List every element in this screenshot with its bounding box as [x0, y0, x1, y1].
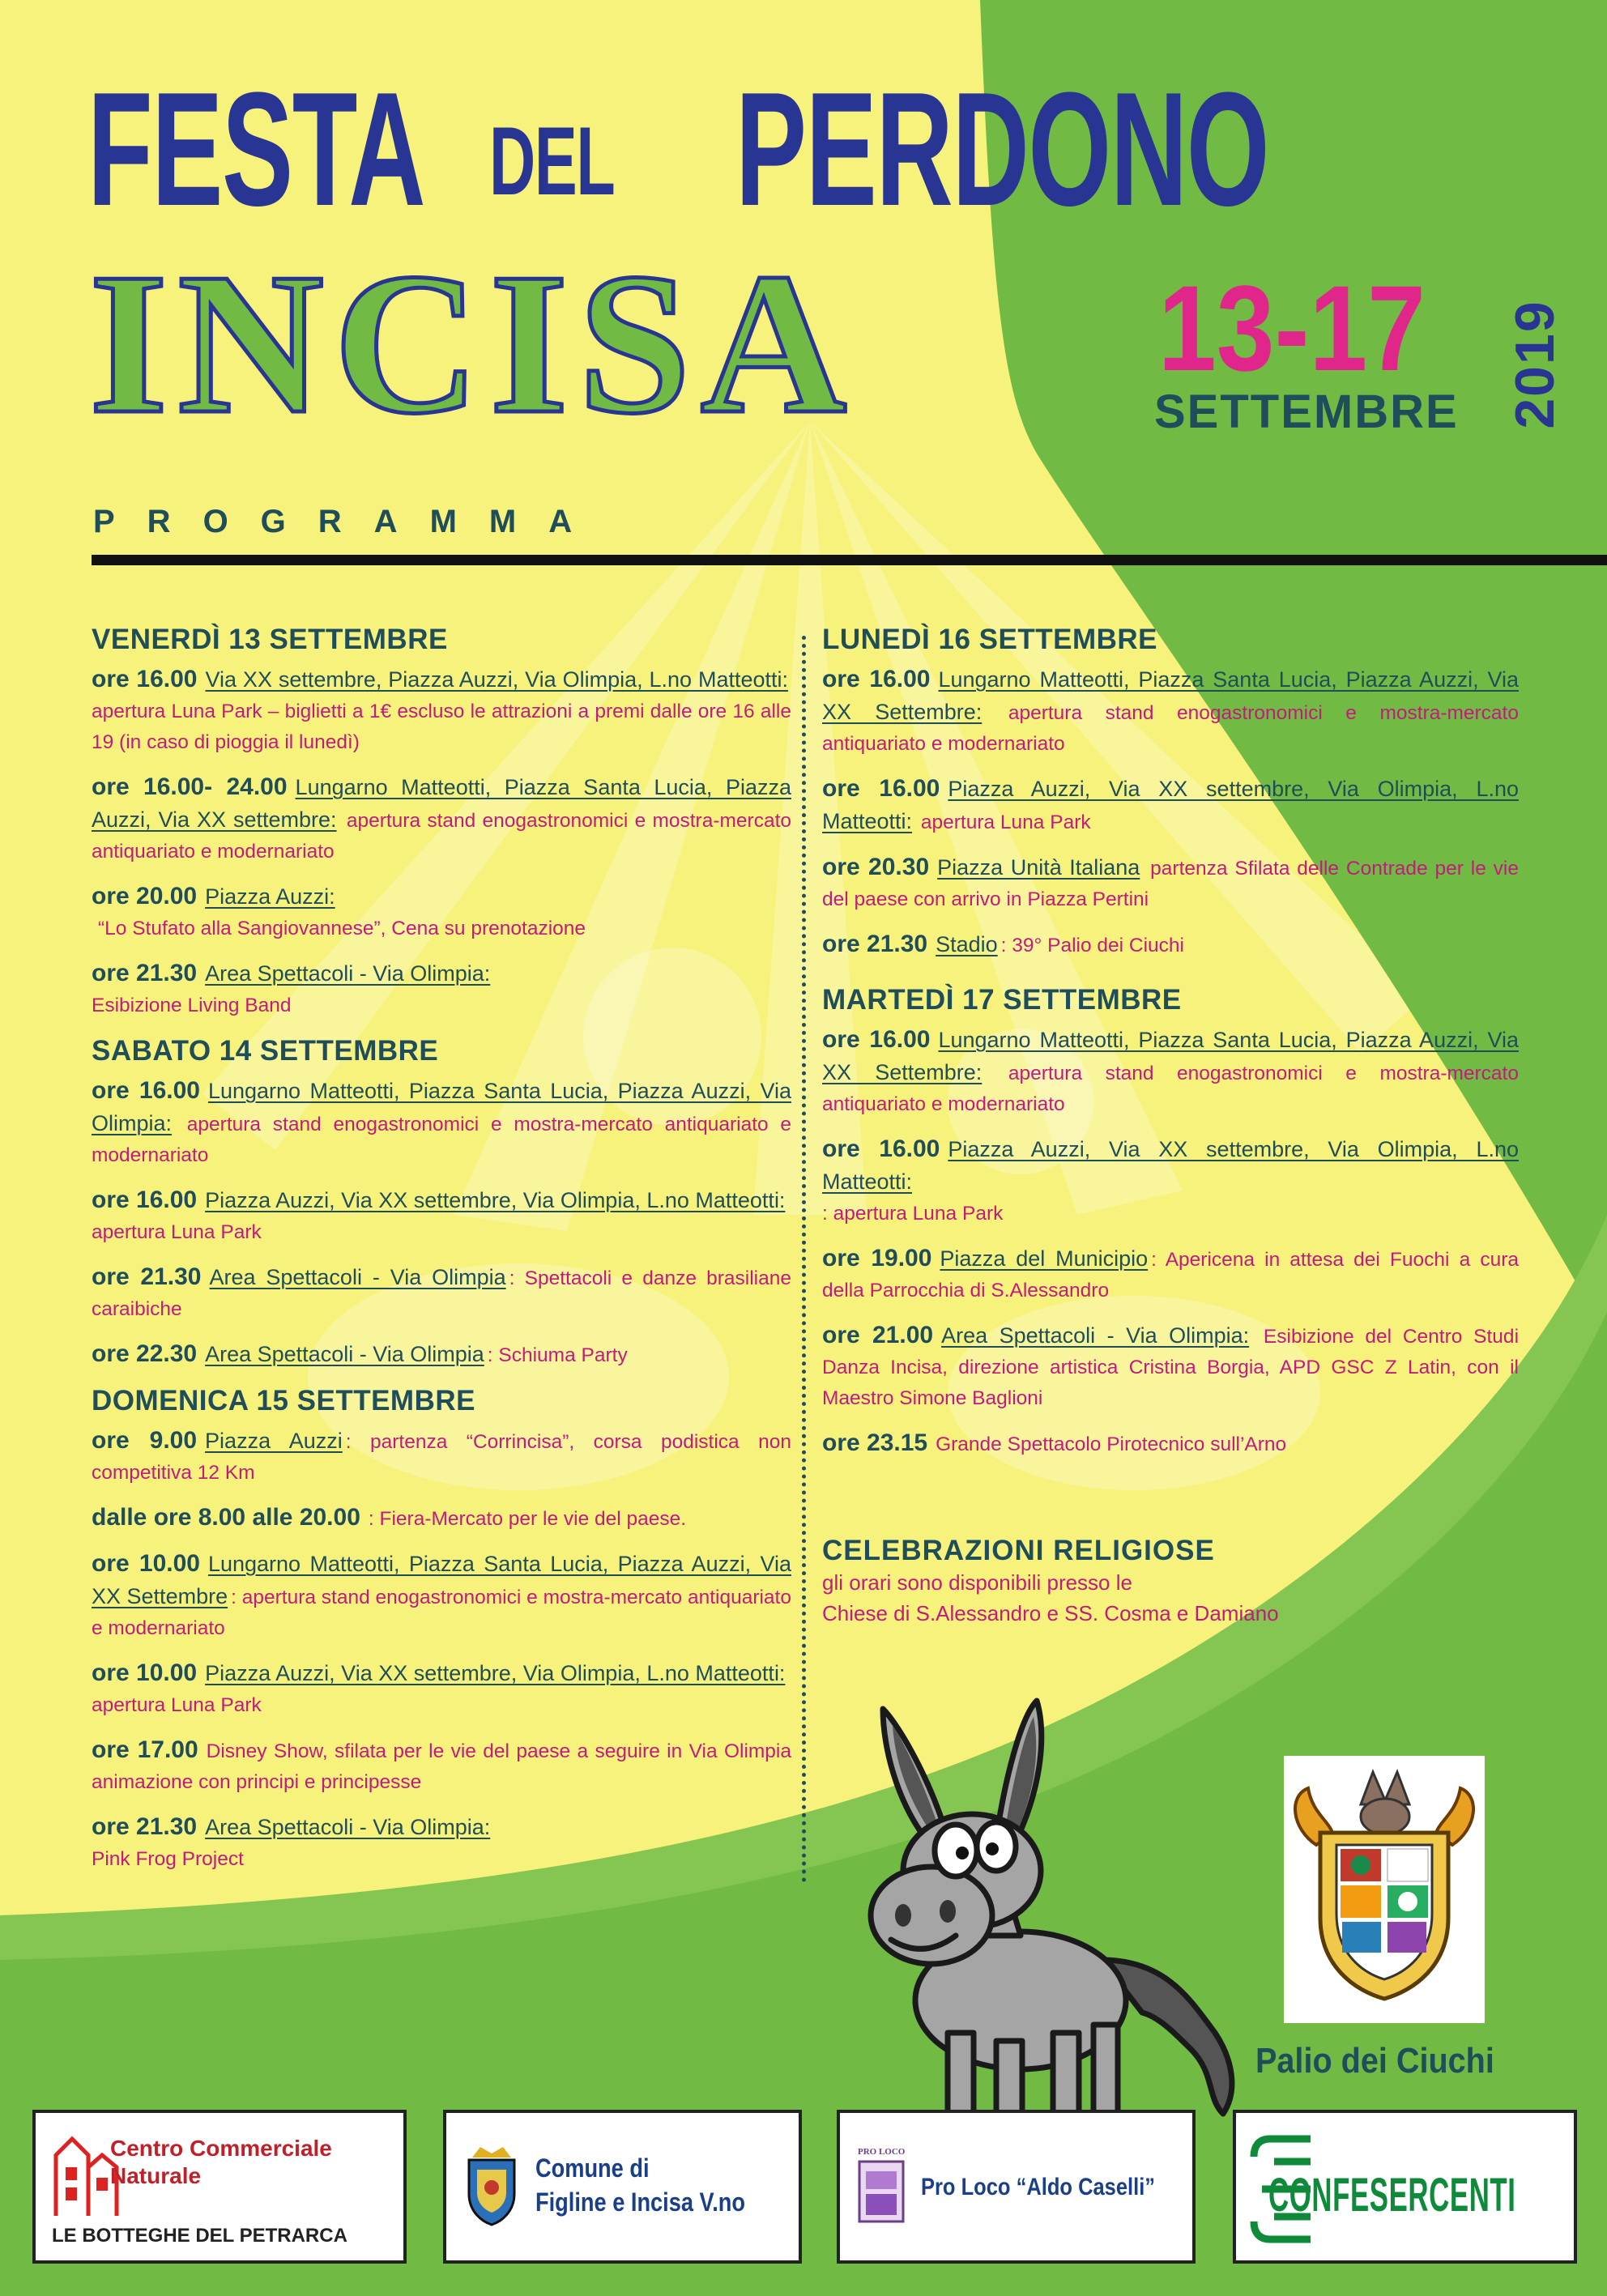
- event-place: Area Spettacoli - Via Olimpia:: [941, 1323, 1250, 1348]
- title-town: INCISA: [89, 232, 857, 456]
- day-block-martedi: [822, 984, 1519, 1460]
- event-desc: partenza Sfilata delle Contrade per le vie del paese con arrivo in Piazza Pertini: [822, 858, 1519, 910]
- coat-of-arms-icon: [464, 2145, 519, 2226]
- event-desc: Disney Show, sfilata per le vie del paese a seguire in Via Olimpia animazione con principi e principesse: [92, 1740, 791, 1793]
- event-desc: apertura Luna Park: [920, 811, 1091, 833]
- event-place: Lungarno Matteotti, Piazza Santa Lucia, Piazza Auzzi, Via XX Settembre:: [822, 1028, 1519, 1084]
- event-desc: apertura stand enogastronomici e mostra-mercato antiquariato e modernariato: [822, 1063, 1519, 1115]
- event-desc: : Schiuma Party: [487, 1344, 628, 1366]
- event-place: Lungarno Matteotti, Piazza Santa Lucia, Piazza Auzzi, Via XX Settembre: [92, 1552, 791, 1608]
- event-item: [92, 1502, 791, 1535]
- proloco-emblem-text: PRO LOCO: [858, 2147, 906, 2157]
- event-place: Piazza Auzzi: [205, 1429, 343, 1453]
- event-item: [92, 1548, 791, 1644]
- title-perdono: PERDONO: [735, 59, 1269, 240]
- sponsor-ccn: [32, 2110, 407, 2264]
- religious-block: [822, 1535, 1519, 1629]
- event-desc: apertura stand enogastronomici e mostra-mercato antiquariato e modernariato: [92, 810, 792, 863]
- event-item: [822, 852, 1519, 915]
- event-desc: apertura Luna Park: [92, 1221, 262, 1243]
- religious-line-2: Chiese di S.Alessandro e SS. Cosma e Damiano: [822, 1601, 1279, 1625]
- event-item: [822, 1134, 1519, 1229]
- event-item: [822, 1428, 1519, 1460]
- sponsor-comune: [443, 2110, 802, 2264]
- sponsor-proloco: [837, 2110, 1196, 2264]
- event-time: ore 21.30: [92, 960, 198, 986]
- day-heading: DOMENICA 15 SETTEMBRE: [92, 1385, 475, 1416]
- sponsor-ccn-line1: Centro Commerciale: [110, 2136, 332, 2161]
- day-block-lunedi: [822, 624, 1519, 961]
- program-right-column: [822, 624, 1519, 1629]
- event-time: dalle ore 8.00 alle 20.00: [92, 1504, 360, 1531]
- event-item: [92, 1339, 791, 1371]
- event-item: [92, 664, 791, 758]
- event-item: [92, 1658, 791, 1721]
- programma-heading: PROGRAMMA: [93, 504, 605, 539]
- event-item: [822, 1320, 1519, 1414]
- day-heading: VENERDÌ 13 SETTEMBRE: [92, 624, 448, 655]
- event-item: [92, 1425, 791, 1489]
- event-time: ore 16.00: [92, 666, 198, 692]
- sponsor-proloco-label: Pro Loco “Aldo Caselli”: [921, 2174, 1156, 2200]
- sponsor-confesercenti-name: CONFESERCENTI: [1268, 2169, 1516, 2221]
- event-time: ore 16.00: [822, 1026, 931, 1053]
- event-item: [92, 1076, 791, 1171]
- event-item: [92, 958, 791, 1021]
- event-place: Lungarno Matteotti, Piazza Santa Lucia, Piazza Auzzi, Via XX Settembre:: [822, 667, 1519, 724]
- event-time: ore 20.30: [822, 854, 930, 880]
- sponsor-ccn-line3: LE BOTTEGHE DEL PETRARCA: [52, 2225, 347, 2247]
- event-desc: : Apericena in attesa dei Fuochi a cura della Parrocchia di S.Alessandro: [822, 1249, 1520, 1301]
- event-desc: : partenza “Corrincisa”, corsa podistica non competitiva 12 Km: [92, 1431, 791, 1484]
- event-time: ore 21.30: [92, 1813, 198, 1840]
- event-time: ore 21.30: [92, 1263, 202, 1290]
- religious-line-1: gli orari sono disponibili presso le: [822, 1570, 1132, 1595]
- event-place: Piazza Auzzi:: [205, 884, 335, 909]
- donkey-illustration-icon: [834, 1693, 1247, 2179]
- event-time: ore 16.00: [92, 1077, 200, 1104]
- day-heading: SABATO 14 SETTEMBRE: [92, 1035, 439, 1067]
- sponsor-confesercenti: [1233, 2110, 1577, 2264]
- event-month: SETTEMBRE: [1154, 386, 1459, 438]
- event-time: ore 9.00: [92, 1427, 198, 1454]
- event-place: Piazza Auzzi, Via XX settembre, Via Olimpia, L.no Matteotti:: [822, 1137, 1520, 1194]
- event-desc: “Lo Stufato alla Sangiovannese”, Cena su prenotazione: [98, 918, 586, 939]
- event-time: ore 20.00: [92, 883, 198, 909]
- event-time: ore 19.00: [822, 1245, 932, 1272]
- event-desc: : apertura stand enogastronomici e mostra-mercato antiquariato e modernariato: [92, 1587, 791, 1639]
- event-desc: apertura Luna Park – biglietti a 1€ escluso le attrazioni a premi dalle ore 16 alle 19 (in caso di pioggia il lunedì): [92, 701, 791, 753]
- event-time: ore 16.00: [822, 775, 940, 802]
- event-place: Piazza Auzzi, Via XX settembre, Via Olimpia, L.no Matteotti:: [205, 1188, 786, 1212]
- sponsor-ccn-line2: Naturale: [110, 2163, 202, 2188]
- event-time: ore 10.00: [92, 1659, 198, 1686]
- event-dates: 13-17: [1158, 260, 1426, 396]
- event-desc: : 39° Palio dei Ciuchi: [1000, 935, 1184, 956]
- event-desc: : Fiera-Mercato per le vie del paese.: [368, 1508, 687, 1530]
- event-time: ore 21.00: [822, 1322, 934, 1348]
- event-item: [92, 772, 791, 867]
- title-del: DEL: [489, 107, 615, 215]
- event-desc: Pink Frog Project: [92, 1848, 244, 1870]
- event-place: Piazza Auzzi, Via XX settembre, Via Olimpia, L.no Matteotti:: [822, 777, 1520, 833]
- event-place: Lungarno Matteotti, Piazza Santa Lucia, Piazza Auzzi, Via XX settembre:: [92, 775, 792, 832]
- event-place: Area Spettacoli - Via Olimpia: [209, 1265, 506, 1289]
- event-item: [92, 1735, 791, 1798]
- event-desc: apertura Luna Park: [92, 1694, 262, 1716]
- event-time: ore 17.00: [92, 1736, 198, 1763]
- event-place: Via XX settembre, Piazza Auzzi, Via Olimpia, L.no Matteotti:: [205, 667, 789, 692]
- event-time: ore 16.00: [92, 1186, 198, 1213]
- column-divider: [802, 636, 806, 1883]
- day-heading: MARTEDÌ 17 SETTEMBRE: [822, 984, 1182, 1016]
- event-place: Stadio: [936, 932, 998, 956]
- event-item: [92, 1185, 791, 1248]
- event-desc: Esibizione del Centro Studi Danza Incisa, direzione artistica Cristina Borgia, APD GSC Z Latin, con il Maestro Simone Baglioni: [822, 1326, 1520, 1409]
- title-festa: FESTA: [87, 59, 425, 240]
- event-time: ore 21.30: [822, 931, 928, 957]
- event-place: Area Spettacoli - Via Olimpia:: [205, 961, 491, 986]
- program-left-column: [92, 624, 791, 1889]
- event-time: ore 16.00- 24.00: [92, 773, 288, 800]
- event-desc: apertura stand enogastronomici e mostra-mercato antiquariato e modernariato: [822, 702, 1519, 755]
- day-block-venerdi: [92, 624, 791, 1021]
- day-heading: LUNEDÌ 16 SETTEMBRE: [822, 624, 1157, 655]
- pro-loco-logo-icon: [858, 2160, 905, 2223]
- event-place: Piazza Auzzi, Via XX settembre, Via Olimpia, L.no Matteotti:: [205, 1661, 786, 1685]
- event-place: Lungarno Matteotti, Piazza Santa Lucia, Piazza Auzzi, Via Olimpia:: [92, 1079, 791, 1135]
- event-desc: : apertura Luna Park: [822, 1203, 1004, 1225]
- event-item: [822, 929, 1519, 961]
- day-block-sabato: [92, 1035, 791, 1371]
- day-block-domenica: [92, 1385, 791, 1875]
- event-time: ore 22.30: [92, 1340, 198, 1367]
- event-item: [822, 773, 1519, 838]
- event-place: Area Spettacoli - Via Olimpia:: [205, 1815, 491, 1839]
- event-item: [822, 1243, 1519, 1306]
- palio-label: Palio dei Ciuchi: [1255, 2041, 1494, 2081]
- event-year: [1503, 279, 1567, 449]
- event-time: ore 16.00: [822, 1135, 940, 1162]
- palio-crest-icon: [1284, 1756, 1485, 2023]
- event-time: ore 16.00: [822, 666, 931, 692]
- event-desc: Grande Spettacolo Pirotecnico sull’Arno: [936, 1433, 1287, 1455]
- event-desc: Esibizione Living Band: [92, 995, 292, 1016]
- heading-rule: [92, 555, 1607, 565]
- event-desc: apertura stand enogastronomici e mostra-mercato antiquariato e modernariato: [92, 1114, 792, 1166]
- event-place: Piazza Unità Italiana: [937, 855, 1140, 880]
- event-time: ore 23.15: [822, 1429, 928, 1456]
- event-place: Area Spettacoli - Via Olimpia: [205, 1342, 484, 1366]
- sponsor-comune-line2: Figline e Incisa V.no: [535, 2187, 745, 2217]
- event-time: ore 10.00: [92, 1550, 200, 1577]
- event-item: [822, 664, 1519, 760]
- event-item: [92, 881, 791, 944]
- religious-title: CELEBRAZIONI RELIGIOSE: [822, 1535, 1215, 1566]
- event-item: [822, 1024, 1519, 1120]
- event-item: [92, 1262, 791, 1325]
- event-place: Piazza del Municipio: [940, 1246, 1149, 1271]
- event-year-text: 2019: [1504, 300, 1566, 429]
- sponsor-comune-line1: Comune di: [535, 2153, 650, 2183]
- event-desc: : Spettacoli e danze brasiliane caraibiche: [92, 1267, 791, 1320]
- event-item: [92, 1812, 791, 1875]
